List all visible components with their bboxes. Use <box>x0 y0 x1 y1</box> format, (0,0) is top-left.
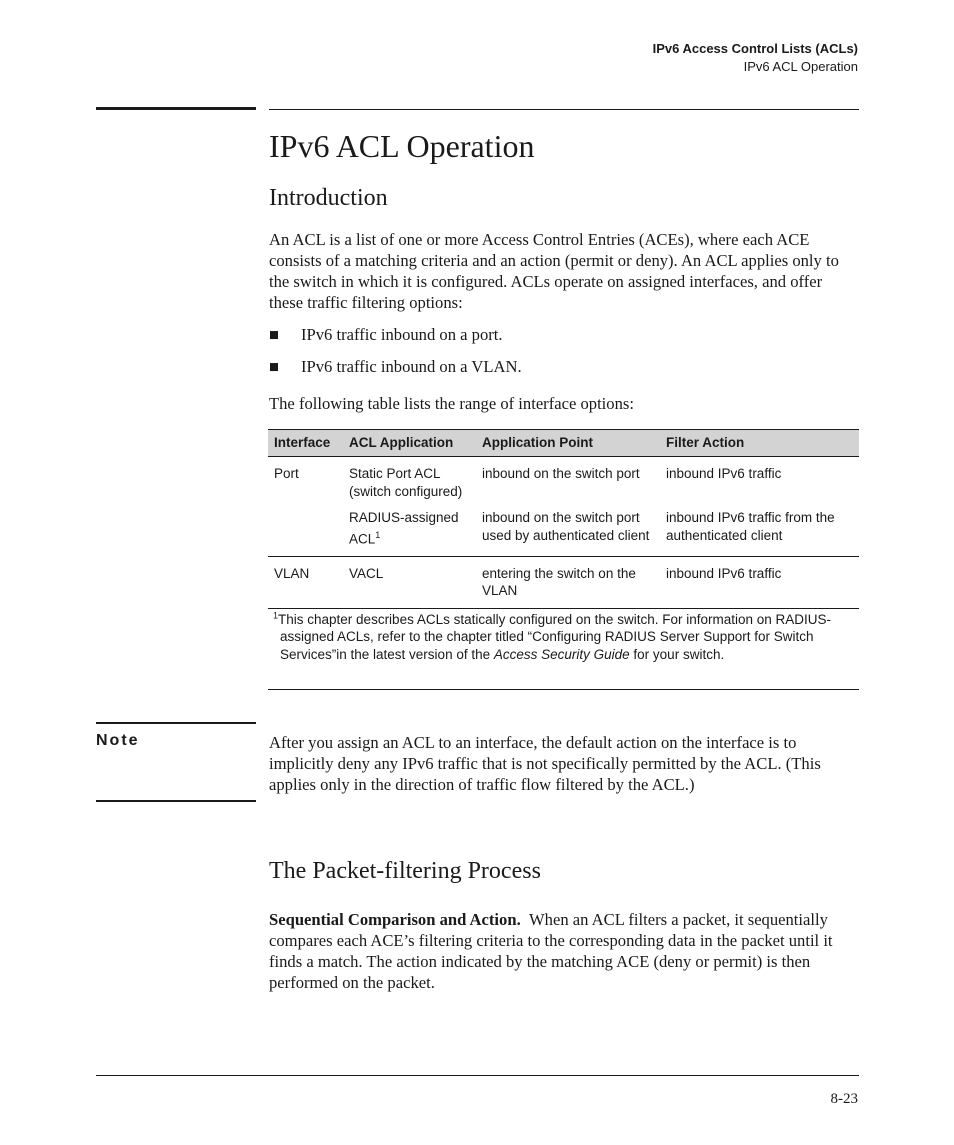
packet-filtering-lead: Sequential Comparison and Action. <box>269 910 521 929</box>
table-cell: inbound IPv6 traffic <box>660 556 859 608</box>
table-row <box>268 556 859 608</box>
table-cell: VLAN <box>268 556 343 608</box>
bullet-item <box>269 356 522 377</box>
header-rule-left <box>96 107 256 110</box>
table-row <box>268 457 859 501</box>
page-title: IPv6 ACL Operation <box>269 128 535 164</box>
bullet-text: IPv6 traffic inbound on a VLAN. <box>301 357 522 376</box>
packet-filtering-heading: The Packet-filtering Process <box>269 858 541 884</box>
table-cell: inbound IPv6 traffic <box>666 466 782 481</box>
footnote-superscript: 1 <box>375 529 381 540</box>
intro-heading: Introduction <box>269 185 388 211</box>
header-application-point: Application Point <box>476 430 660 457</box>
table-cell: Port <box>274 466 299 481</box>
intro-paragraph: An ACL is a list of one or more Access Control Entries (ACEs), where each ACE consists of a matching criteria and an action (permit or deny). An ACL applies only to the switch in which it is configured. ACLs operate on assigned interfaces, and offer these traffic filtering options: <box>269 230 839 312</box>
footnote-text: Services”in the latest version of the <box>280 646 494 662</box>
header-rule-right <box>269 109 859 110</box>
bullet-text: IPv6 traffic inbound on a port. <box>301 325 503 344</box>
guide-title: Access Security Guide <box>493 646 630 662</box>
table-intro: The following table lists the range of interface options: <box>269 394 634 413</box>
note-text: After you assign an ACL to an interface, the default action on the interface is to implicitly deny any IPv6 traffic that is not specifically permitted by the ACL. (This applies only in the direction of traffic flow filtered by the ACL.) <box>269 733 821 794</box>
footnote-text: for your switch. <box>629 646 725 662</box>
table-cell: entering the switch on the VLAN <box>476 556 660 608</box>
table-bottom-rule <box>268 689 859 690</box>
table-cell: inbound on the switch port <box>482 466 640 481</box>
page-number: 8-23 <box>830 1091 858 1107</box>
table-cell <box>343 500 476 556</box>
interface-options-table <box>268 429 859 609</box>
packet-filtering-paragraph <box>269 909 859 993</box>
footnote-line: assigned ACLs, refer to the chapter titled “Configuring RADIUS Server Support for Switch <box>280 629 814 644</box>
footnote-line <box>273 646 857 664</box>
footnote-marker: 1 <box>273 610 279 620</box>
note-label: Note <box>96 732 140 749</box>
table-footnote <box>273 607 857 663</box>
header-acl-application: ACL Application <box>343 430 476 457</box>
header-filter-action: Filter Action <box>660 430 859 457</box>
running-header <box>653 40 858 76</box>
table-cell: VACL <box>343 556 476 608</box>
bullet-marker: ■ <box>269 325 280 344</box>
bullet-item <box>269 324 503 345</box>
footer-rule <box>96 1075 859 1076</box>
running-header-section: IPv6 ACL Operation <box>743 59 858 74</box>
header-interface: Interface <box>268 430 343 457</box>
footnote-text: This chapter describes ACLs statically configured on the switch. For information on RADIUS- <box>278 611 832 627</box>
table-cell: Static Port ACL (switch configured) <box>349 466 463 499</box>
note-rule-top <box>96 722 256 724</box>
bullet-marker: ■ <box>269 357 280 376</box>
footnote-line <box>273 612 831 627</box>
table-cell <box>268 500 343 556</box>
cell-text: RADIUS-assigned ACL <box>349 510 459 546</box>
table-cell: inbound IPv6 traffic from the authenticated client <box>666 510 835 543</box>
packet-filtering-text: When an ACL filters a packet, it sequentially compares each ACE’s filtering criteria to the corresponding data in the packet until it finds a match. The action indicated by the matching ACE (deny or permit) is then performed on the packet. <box>269 910 833 992</box>
note-rule-bottom <box>96 800 256 802</box>
table-row <box>268 500 859 556</box>
running-header-chapter: IPv6 Access Control Lists (ACLs) <box>652 41 858 56</box>
table-cell: inbound on the switch port used by authenticated client <box>482 510 650 543</box>
table-header-row <box>268 430 859 457</box>
